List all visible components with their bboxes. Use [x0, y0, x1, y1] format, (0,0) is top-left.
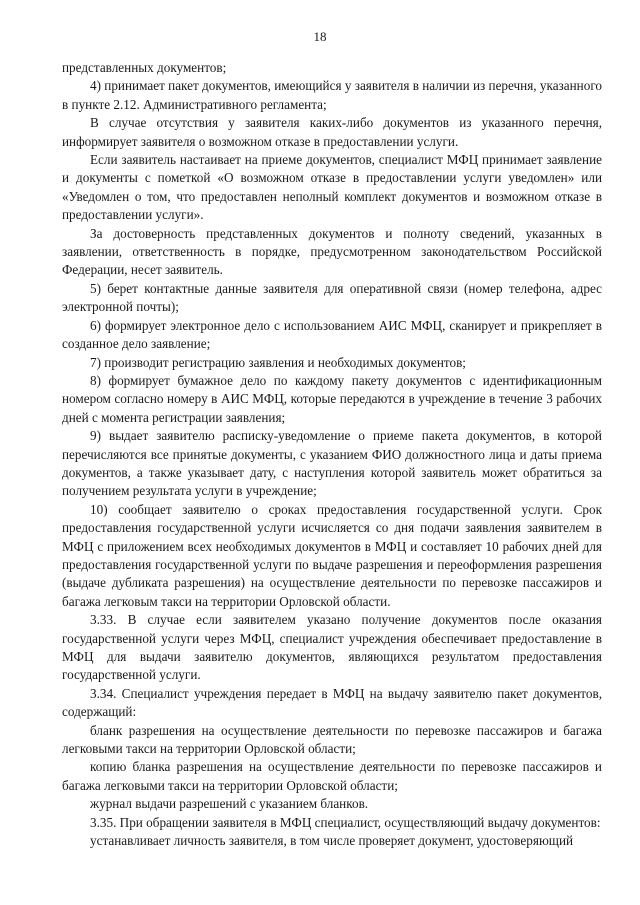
paragraph: бланк разрешения на осуществление деятельности по перевозке пассажиров и багажа легковыми такси на территории Орловской области; — [62, 722, 602, 757]
paragraph: 6) формирует электронное дело с использованием АИС МФЦ, сканирует и прикрепляет в созданное дело заявление; — [62, 317, 602, 352]
page-number: 18 — [313, 29, 327, 44]
paragraph: устанавливает личность заявителя, в том числе проверяет документ, удостоверяющий — [90, 833, 574, 849]
paragraph: копию бланка разрешения на осуществление деятельности по перевозке пассажиров и багажа легковыми такси на территории Орловской области; — [62, 759, 602, 793]
paragraph: 8) формирует бумажное дело по каждому пакету документов с идентификационным номером согласно номеру в АИС МФЦ, которые передаются в учреждение в течение 3 рабочих дней с момента регистрации заявления; — [62, 372, 602, 425]
paragraph: 5) берет контактные данные заявителя для оперативной связи (номер телефона, адрес электронной почты); — [62, 280, 602, 315]
paragraph: представленных документов; — [62, 60, 227, 75]
paragraph: 3.35. При обращении заявителя в МФЦ специалист, осуществляющий выдачу документов: — [90, 814, 601, 830]
paragraph: 3.34. Специалист учреждения передает в МФЦ на выдачу заявителю пакет документов, содержащий: — [62, 685, 602, 720]
paragraph: 7) производит регистрацию заявления и необходимых документов; — [90, 354, 466, 370]
paragraph: журнал выдачи разрешений с указанием бланков. — [90, 796, 369, 812]
paragraph: Если заявитель настаивает на приеме документов, специалист МФЦ принимает заявление и документы с пометкой «О возможном отказе в предоставлении услуги уведомлен» или «Уведомлен о том, что предоставлен неполный комплект документов и возможном отказе в предоставлении услуги». — [62, 152, 602, 223]
paragraph: 4) принимает пакет документов, имеющийся у заявителя в наличии из перечня, указанного в пункте 2.12. Административного регламента; — [62, 78, 602, 112]
paragraph: За достоверность представленных документов и полноту сведений, указанных в заявлении, ответственность в порядке, предусмотренном законодательством Российской Федерации, несет заявитель. — [62, 225, 602, 278]
paragraph: 3.33. В случае если заявителем указано получение документов после оказания государственной услуги через МФЦ, специалист учреждения обеспечивает предоставление в МФЦ для выдачи заявителю документов, являющихся результатом предоставления государственной услуги. — [62, 612, 602, 683]
paragraph: 10) сообщает заявителю о сроках предоставления государственной услуги. Срок предоставления государственной услуги исчисляется со дня подачи заявления заявителем в МФЦ с приложением всех необходимых документов в МФЦ и составляет 10 рабочих дней для предоставления государственной услуги по выдаче разрешения и переоформления разрешения (выдаче дубликата разрешения) на осуществление деятельности по перевозке пассажиров и багажа легковым такси на территории Орловской области. — [62, 501, 602, 609]
paragraph: В случае отсутствия у заявителя каких-либо документов из указанного перечня, информирует заявителя о возможном отказе в предоставлении услуги. — [62, 115, 602, 149]
document-body — [62, 59, 602, 850]
paragraph: 9) выдает заявителю расписку-уведомление о приеме пакета документов, в которой перечисляются все принятые документы, с указанием ФИО должностного лица и даты приема документов, а также указывает дату, с наступления которой заявитель может обратиться за получением результата услуги в учреждение; — [62, 428, 602, 499]
